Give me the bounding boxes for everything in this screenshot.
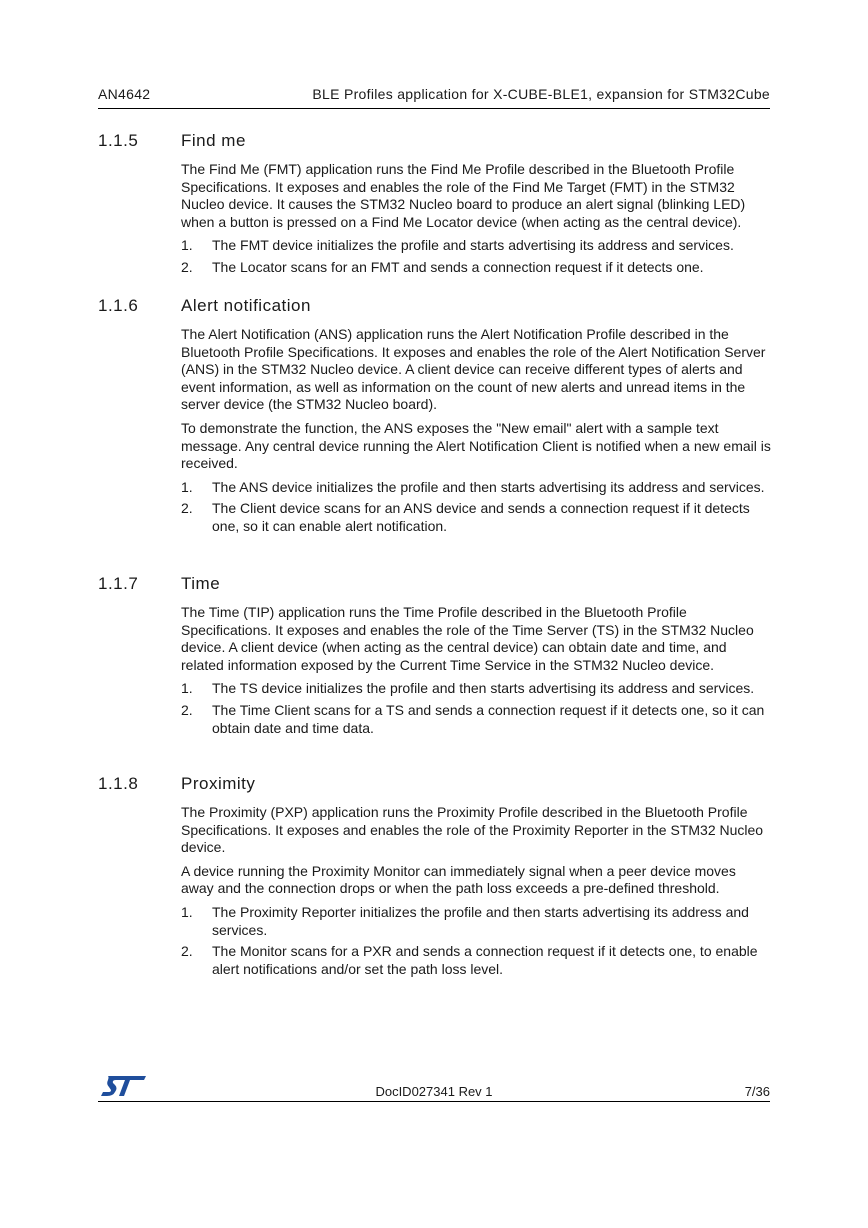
list-item-text: The Locator scans for an FMT and sends a connection request if it detects one.: [212, 258, 704, 275]
page-footer: [98, 1074, 770, 1102]
paragraph: A device running the Proximity Monitor can immediately signal when a peer device moves away and the connection drops or when the path loss exceeds a pre-defined threshold.: [181, 862, 736, 897]
section-number: 1.1.8: [98, 774, 139, 793]
list-item: [181, 943, 771, 978]
section-title: Alert notification: [181, 296, 311, 315]
list-item: [181, 259, 771, 277]
numbered-list: [181, 904, 771, 978]
list-number: 2.: [181, 258, 193, 275]
list-item: [181, 904, 771, 939]
section-time: [98, 574, 770, 741]
list-number: 1.: [181, 478, 193, 495]
list-number: 2.: [181, 500, 193, 517]
list-number: 1.: [181, 680, 193, 697]
list-item-text: The Client device scans for an ANS device and sends a connection request if it detects one, so it can enable alert notification.: [212, 500, 750, 534]
paragraph: The Alert Notification (ANS) application runs the Alert Notification Profile described in the Bluetooth Profile Specifications. It exposes and enables the role of the Alert Notification Server (ANS) in the STM32 Nucleo device. A client device can receive different types of alerts and event information, as well as information on the count of new alerts and unread items in the server device (the STM32 Nucleo board).: [181, 326, 766, 413]
paragraph: The Find Me (FMT) application runs the Find Me Profile described in the Bluetooth Profile Specifications. It exposes and enables the role of the Find Me Target (FMT) in the STM32 Nucleo device. It causes the STM32 Nucleo board to produce an alert signal (blinking LED) when a button is pressed on a Find Me Locator device (when acting as the central device).: [181, 161, 746, 230]
doc-code: AN4642: [98, 86, 151, 102]
list-item: [181, 680, 771, 698]
numbered-list: [181, 479, 771, 536]
section-number: 1.1.6: [98, 296, 139, 315]
list-item: [181, 702, 771, 737]
page-header: [98, 84, 770, 109]
section-number: 1.1.5: [98, 131, 139, 150]
list-number: 1.: [181, 903, 193, 920]
list-item-text: The TS device initializes the profile and then starts advertising its address and services.: [212, 680, 755, 697]
doc-id: DocID027341 Rev 1: [375, 1084, 493, 1099]
paragraph: The Time (TIP) application runs the Time Profile described in the Bluetooth Profile Specifications. It exposes and enables the role of the Time Server (TS) in the STM32 Nucleo device. A client device (when acting as the central device) can obtain date and time, and related information exposed by the Current Time Service in the STM32 Nucleo device.: [181, 604, 754, 673]
list-number: 2.: [181, 943, 193, 960]
list-item-text: The FMT device initializes the profile and starts advertising its address and services.: [212, 237, 734, 254]
numbered-list: [181, 680, 771, 737]
section-proximity: [98, 774, 770, 982]
list-item-text: The Proximity Reporter initializes the profile and then starts advertising its address and services.: [212, 903, 749, 938]
doc-title: BLE Profiles application for X-CUBE-BLE1, expansion for STM32Cube: [312, 86, 770, 102]
section-alert-notification: [98, 296, 770, 540]
paragraph: The Proximity (PXP) application runs the Proximity Profile described in the Bluetooth Profile Specifications. It exposes and enables the role of the Proximity Reporter in the STM32 Nucleo device.: [181, 804, 764, 856]
page-number: 7/36: [744, 1084, 770, 1099]
section-title: Find me: [181, 131, 246, 150]
section-title: Proximity: [181, 774, 256, 793]
numbered-list: [181, 237, 771, 276]
section-title: Time: [181, 574, 221, 593]
list-number: 2.: [181, 701, 193, 718]
section-find-me: [98, 131, 770, 281]
list-item-text: The ANS device initializes the profile and then starts advertising its address and services.: [212, 478, 765, 495]
list-item: [181, 237, 771, 255]
list-item: [181, 479, 771, 497]
section-number: 1.1.7: [98, 574, 139, 593]
list-item-text: The Monitor scans for a PXR and sends a connection request if it detects one, to enable alert notifications and/or set the path loss level.: [212, 943, 758, 977]
paragraph: To demonstrate the function, the ANS exposes the "New email" alert with a sample text message. Any central device running the Alert Notification Client is notified when a new email is received.: [181, 419, 771, 472]
list-number: 1.: [181, 237, 193, 254]
list-item-text: The Time Client scans for a TS and sends a connection request if it detects one, so it can obtain date and time data.: [212, 701, 765, 736]
list-item: [181, 500, 771, 535]
